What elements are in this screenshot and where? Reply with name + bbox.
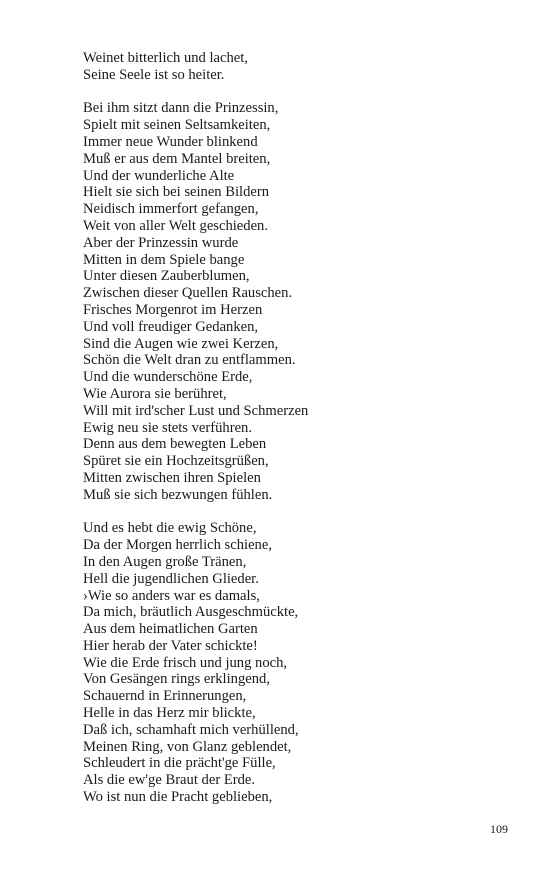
poem-line: Bei ihm sitzt dann die Prinzessin, [83,100,279,117]
poem-line: Weinet bitterlich und lachet, [83,50,248,66]
poem-line: Mitten in dem Spiele bange [83,251,245,268]
poem-line: Muß sie sich bezwungen fühlen. [83,486,273,503]
poem-line: Meinen Ring, von Glanz geblendet, [83,738,292,755]
poem-line: ›Wie so anders war es damals, [83,587,260,604]
poem-line: In den Augen große Tränen, [83,553,247,570]
stanza [83,100,523,503]
poem-line: Zwischen dieser Quellen Rauschen. [83,285,293,302]
poem-line: Wie Aurora sie berühret, [83,385,227,402]
poem-line: Neidisch immerfort gefangen, [83,201,259,218]
poem-line: Will mit ird'scher Lust und Schmerzen [83,402,309,419]
poem-line: Hielt sie sich bei seinen Bildern [83,184,270,201]
poem-line: Und die wunderschöne Erde, [83,369,253,386]
poem-line: Helle in das Herz mir blickte, [83,705,256,722]
stanza [83,50,523,84]
poem-line: Mitten zwischen ihren Spielen [83,469,261,486]
poem-line: Seine Seele ist so heiter. [83,66,225,83]
poem-line: Daß ich, schamhaft mich verhüllend, [83,721,299,738]
page-number: 109 [490,822,508,836]
poem-line: Muß er aus dem Mantel breiten, [83,150,271,167]
poem-line: Wo ist nun die Pracht geblieben, [83,789,273,806]
stanza [83,520,523,806]
poem-line: Spielt mit seinen Seltsamkeiten, [83,117,271,134]
poem-line: Ewig neu sie stets verführen. [83,419,252,436]
poem-line: Immer neue Wunder blinkend [83,133,258,150]
poem-line: Von Gesängen rings erklingend, [83,671,270,688]
poem-line: Sind die Augen wie zwei Kerzen, [83,335,279,352]
poem-line: Und voll freudiger Gedanken, [83,318,259,335]
poem-line: Denn aus dem bewegten Leben [83,436,267,453]
poem-line: Und der wunderliche Alte [83,167,235,184]
poem-line: Als die ew'ge Braut der Erde. [83,772,256,789]
poem-line: Aus dem heimatlichen Garten [83,621,258,638]
poem-line: Spüret sie ein Hochzeitsgrüßen, [83,453,269,470]
poem-text [83,50,523,806]
poem-line: Da der Morgen herrlich schiene, [83,537,272,554]
poem-line: Schleudert in die prächt'ge Fülle, [83,755,276,772]
poem-line: Und es hebt die ewig Schöne, [83,520,257,537]
poem-line: Da mich, bräutlich Ausgeschmückte, [83,604,299,621]
poem-line: Frisches Morgenrot im Herzen [83,301,263,318]
poem-line: Schön die Welt dran zu entflammen. [83,352,296,369]
poem-line: Hell die jugendlichen Glieder. [83,570,259,587]
poem-line: Schauernd in Erinnerungen, [83,688,247,705]
poem-line: Hier herab der Vater schickte! [83,637,258,654]
poem-line: Aber der Prinzessin wurde [83,234,239,251]
poem-line: Unter diesen Zauberblumen, [83,268,250,285]
poem-line: Weit von aller Welt geschieden. [83,217,269,234]
poem-line: Wie die Erde frisch und jung noch, [83,654,288,671]
